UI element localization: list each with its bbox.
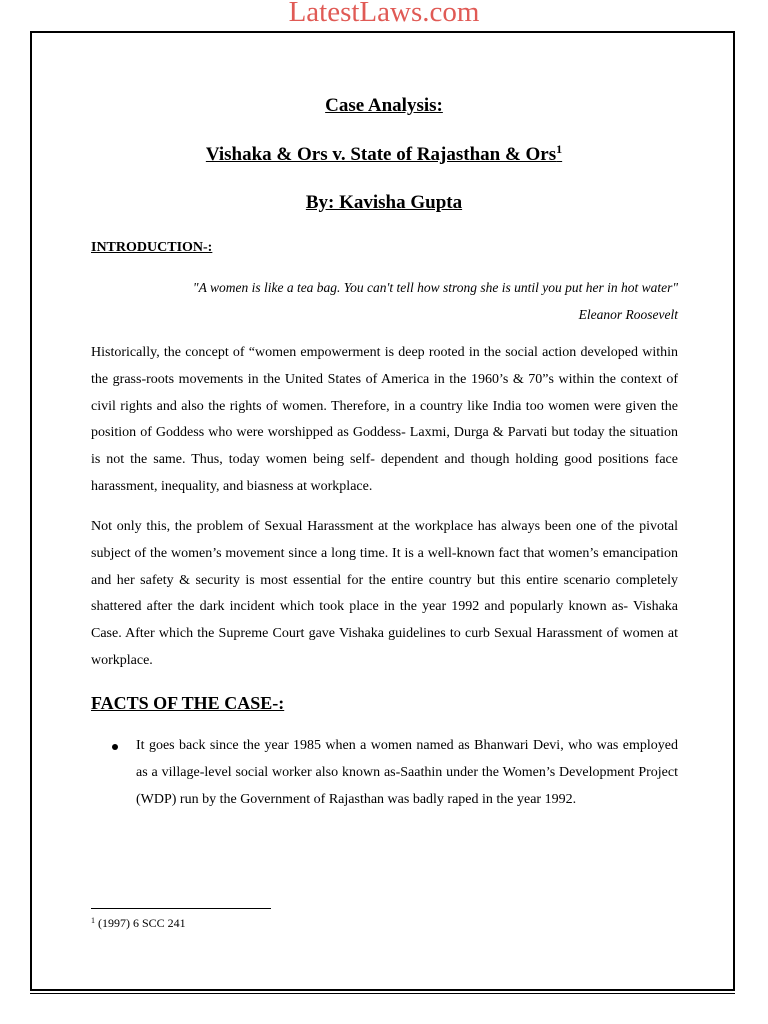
epigraph-quote: "A women is like a tea bag. You can't tell how strong she is until you put her in hot water" (192, 280, 678, 295)
facts-list (91, 733, 678, 813)
epigraph-author: Eleanor Roosevelt (578, 307, 678, 322)
case-name (0, 143, 768, 167)
bullet-icon (112, 744, 118, 750)
introduction-heading: INTRODUCTION-: (91, 240, 213, 255)
footnote (91, 915, 186, 931)
document-title: Case Analysis: (325, 95, 443, 116)
intro-paragraph-2: Not only this, the problem of Sexual Harassment at the workplace has always been one of the pivotal subject of the women’s movement since a long time. It is a well-known fact that women’s emancipation and her safety & security is most essential for the entire country but this entire scenario completely shattered after the dark incident which took place in the year 1992 and popularly known as- Vishaka Case. After which the Supreme Court gave Vishaka guidelines to curb Sexual Harassment of women at workplace. (91, 519, 678, 668)
author-line: By: Kavisha Gupta (305, 192, 463, 213)
case-name-text: Vishaka & Ors v. State of Rajasthan & Ors (205, 144, 557, 165)
footnote-number: 1 (91, 916, 95, 925)
facts-heading: FACTS OF THE CASE-: (91, 693, 285, 713)
footnote-separator (91, 908, 271, 909)
footnote-reference: 1 (556, 142, 563, 156)
list-item (91, 733, 678, 813)
list-item-text: It goes back since the year 1985 when a women named as Bhanwari Devi, who was employed as a village-level social worker also known as-Saathin under the Women’s Development Project (WDP) run by the Government of Rajasthan was badly raped in the year 1992. (136, 738, 678, 807)
intro-paragraph-1: Historically, the concept of “women empowerment is deep rooted in the social action developed within the grass-roots movements in the United States of America in the 1960’s & 70”s within the context of civil rights and also the rights of women. Therefore, in a country like India too women were given the position of Goddess who were worshipped as Goddess- Laxmi, Durga & Parvati but today the situation is not the same. Thus, today women being self- dependent and though holding good positions face harassment, inequality, and biasness at workplace. (91, 345, 678, 494)
page-border (30, 31, 735, 991)
watermark: LatestLaws.com (288, 0, 480, 28)
footnote-text: (1997) 6 SCC 241 (98, 916, 186, 930)
